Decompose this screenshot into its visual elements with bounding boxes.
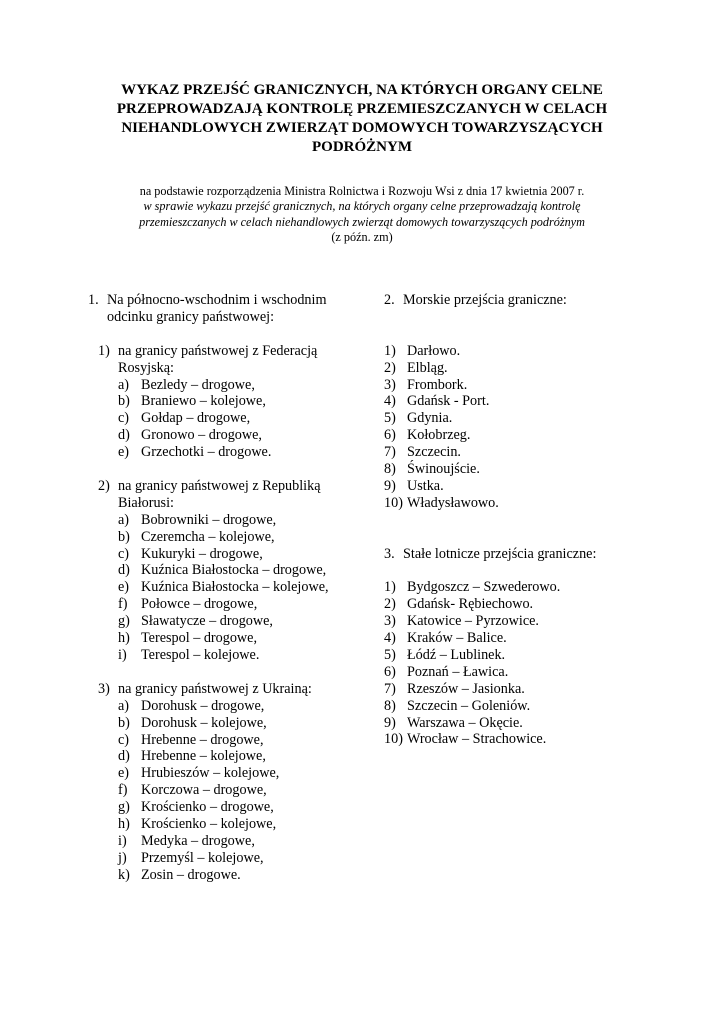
item-letter: f) — [118, 596, 128, 613]
list-item — [118, 512, 368, 529]
list-item — [118, 630, 368, 647]
crossing-list — [384, 343, 624, 512]
list-item — [118, 562, 368, 579]
item-text: Darłowo. — [407, 342, 461, 359]
item-text: Poznań – Ławica. — [407, 663, 509, 680]
item-text: Władysławowo. — [407, 494, 499, 511]
item-letter: b) — [118, 528, 130, 545]
item-letter: a) — [118, 376, 130, 393]
list-item — [118, 765, 368, 782]
item-letter: c) — [118, 731, 130, 748]
item-number: 5) — [384, 646, 396, 663]
item-letter: b) — [118, 714, 130, 731]
title-line: NIEHANDLOWYCH ZWIERZĄT DOMOWYCH TOWARZYSZĄCYCH — [121, 120, 603, 136]
section-title: Stałe lotnicze przejścia graniczne: — [403, 545, 597, 562]
item-letter: f) — [118, 782, 128, 799]
item-number: 6) — [384, 663, 396, 680]
list-item — [118, 698, 368, 715]
item-text: Ustka. — [407, 477, 444, 494]
subsection-number: 2) — [98, 477, 110, 494]
document-title — [100, 81, 624, 157]
item-text: Grzechotki – drogowe. — [141, 444, 272, 461]
item-letter: g) — [118, 799, 130, 816]
section-number: 1. — [88, 292, 99, 308]
section-title: Na północno-wschodnim i wschodnim odcinku granicy państwowej: — [107, 292, 327, 325]
title-line: PRZEPROWADZAJĄ KONTROLĘ PRZEMIESZCZANYCH W CELACH — [116, 101, 608, 117]
item-letter: d) — [118, 562, 130, 579]
item-number: 7) — [384, 444, 396, 461]
subsection-title: na granicy państwowej z Republiką Białorusi: — [118, 477, 321, 511]
list-item — [384, 410, 624, 427]
section-sea-crossings — [384, 292, 624, 512]
item-text: Bydgoszcz – Szwederowo. — [407, 579, 561, 596]
item-number: 1) — [384, 579, 396, 596]
right-column — [384, 292, 624, 748]
list-item — [118, 799, 368, 816]
list-item — [384, 444, 624, 461]
amendments-note: (z późn. zm) — [331, 230, 393, 245]
item-text: Hrebenne – drogowe, — [141, 731, 264, 748]
item-text: Wrocław – Strachowice. — [407, 731, 547, 748]
crossing-list — [118, 698, 368, 884]
subsection-title: na granicy państwowej z Ukrainą: — [118, 680, 312, 697]
item-text: Dorohusk – drogowe, — [141, 697, 265, 714]
item-letter: a) — [118, 697, 130, 714]
subsection-ukraine — [98, 681, 368, 884]
item-text: Połowce – drogowe, — [141, 596, 258, 613]
item-number: 4) — [384, 630, 396, 647]
list-item — [384, 478, 624, 495]
item-text: Krościenko – kolejowe, — [141, 816, 277, 833]
item-text: Czeremcha – kolejowe, — [141, 528, 275, 545]
section-heading — [88, 292, 368, 326]
item-text: Krościenko – drogowe, — [141, 799, 274, 816]
list-item — [384, 647, 624, 664]
subsection-heading — [98, 343, 368, 377]
title-line: PODRÓŻNYM — [312, 139, 412, 155]
item-text: Bobrowniki – drogowe, — [141, 511, 277, 528]
item-text: Kukuryki – drogowe, — [141, 545, 263, 562]
legal-basis-line: na podstawie rozporządzenia Ministra Rolnictwa i Rozwoju Wsi z dnia 17 kwietnia 2007 r. — [139, 184, 585, 198]
list-item — [384, 698, 624, 715]
subsection-russia — [98, 343, 368, 461]
regulation-title-line: w sprawie wykazu przejść granicznych, na których organy celne przeprowadzają kontrolę — [143, 199, 581, 214]
list-item — [118, 833, 368, 850]
title-line: WYKAZ PRZEJŚĆ GRANICZNYCH, NA KTÓRYCH ORGANY CELNE — [121, 82, 603, 98]
item-letter: i) — [118, 832, 127, 849]
list-item — [384, 343, 624, 360]
list-item — [384, 393, 624, 410]
subsection-number: 1) — [98, 342, 110, 359]
item-number: 8) — [384, 461, 396, 478]
list-item — [118, 816, 368, 833]
item-text: Korczowa – drogowe, — [141, 782, 267, 799]
item-text: Frombork. — [407, 376, 468, 393]
item-text: Zosin – drogowe. — [141, 866, 241, 883]
list-item — [384, 630, 624, 647]
item-text: Gdańsk - Port. — [407, 393, 490, 410]
list-item — [384, 664, 624, 681]
item-text: Przemyśl – kolejowe, — [141, 849, 264, 866]
section-heading — [384, 546, 624, 563]
section-number: 2. — [384, 292, 395, 308]
list-item — [118, 613, 368, 630]
list-item — [118, 647, 368, 664]
list-item — [384, 461, 624, 478]
section-airport-crossings — [384, 546, 624, 749]
subsection-belarus — [98, 478, 368, 664]
list-item — [118, 444, 368, 461]
crossing-list — [384, 579, 624, 748]
item-text: Warszawa – Okęcie. — [407, 714, 523, 731]
regulation-title-line: przemieszczanych w celach niehandlowych zwierząt domowych towarzyszących podróżnym — [139, 214, 585, 229]
list-item — [384, 596, 624, 613]
item-text: Kołobrzeg. — [407, 427, 471, 444]
list-item — [384, 427, 624, 444]
list-item — [118, 427, 368, 444]
list-item — [118, 782, 368, 799]
item-number: 1) — [384, 342, 396, 359]
item-number: 6) — [384, 427, 396, 444]
subsection-title: na granicy państwowej z Federacją Rosyjską: — [118, 342, 318, 376]
item-text: Terespol – drogowe, — [141, 630, 258, 647]
item-letter: d) — [118, 748, 130, 765]
item-number: 3) — [384, 376, 396, 393]
list-item — [384, 731, 624, 748]
section-number: 3. — [384, 545, 395, 562]
section-title: Morskie przejścia graniczne: — [403, 292, 567, 308]
item-letter: d) — [118, 427, 130, 444]
item-text: Kraków – Balice. — [407, 630, 507, 647]
item-letter: b) — [118, 393, 130, 410]
item-text: Braniewo – kolejowe, — [141, 393, 266, 410]
item-letter: h) — [118, 630, 130, 647]
item-text: Kuźnica Białostocka – drogowe, — [141, 562, 327, 579]
item-text: Łódź – Lublinek. — [407, 646, 506, 663]
item-text: Gronowo – drogowe, — [141, 427, 262, 444]
item-number: 10) — [384, 731, 403, 748]
item-text: Sławatycze – drogowe, — [141, 613, 273, 630]
item-number: 7) — [384, 680, 396, 697]
item-text: Dorohusk – kolejowe, — [141, 714, 267, 731]
list-item — [384, 613, 624, 630]
item-letter: e) — [118, 765, 130, 782]
item-letter: i) — [118, 647, 127, 663]
list-item — [118, 715, 368, 732]
item-number: 4) — [384, 393, 396, 410]
list-item — [118, 596, 368, 613]
list-item — [384, 495, 624, 512]
list-item — [118, 410, 368, 427]
list-item — [118, 393, 368, 410]
item-text: Świnoujście. — [407, 461, 480, 478]
item-text: Rzeszów – Jasionka. — [407, 680, 525, 697]
list-item — [118, 529, 368, 546]
item-text: Hrebenne – kolejowe, — [141, 748, 266, 765]
subsection-heading — [98, 681, 368, 698]
item-number: 2) — [384, 596, 396, 613]
item-letter: a) — [118, 511, 130, 528]
item-text: Szczecin – Goleniów. — [407, 697, 531, 714]
item-text: Szczecin. — [407, 444, 461, 461]
item-letter: c) — [118, 545, 130, 562]
legal-basis — [100, 184, 624, 246]
list-item — [384, 377, 624, 394]
item-number: 8) — [384, 697, 396, 714]
item-text: Hrubieszów – kolejowe, — [141, 765, 280, 782]
list-item — [384, 681, 624, 698]
item-letter: j) — [118, 849, 127, 866]
crossing-list — [118, 512, 368, 664]
item-letter: h) — [118, 816, 130, 833]
item-text: Bezledy – drogowe, — [141, 376, 255, 393]
item-text: Gołdap – drogowe, — [141, 410, 251, 427]
item-text: Medyka – drogowe, — [141, 832, 255, 849]
item-text: Kuźnica Białostocka – kolejowe, — [141, 579, 329, 596]
item-number: 9) — [384, 477, 396, 494]
item-letter: e) — [118, 444, 130, 461]
item-number: 5) — [384, 410, 396, 427]
list-item — [384, 579, 624, 596]
list-item — [384, 715, 624, 732]
item-text: Elbląg. — [407, 359, 448, 376]
item-text: Gdańsk- Rębiechowo. — [407, 596, 534, 613]
list-item — [118, 850, 368, 867]
item-text: Katowice – Pyrzowice. — [407, 613, 539, 630]
item-text: Gdynia. — [407, 410, 453, 427]
list-item — [118, 579, 368, 596]
crossing-list — [118, 377, 368, 462]
item-number: 2) — [384, 359, 396, 376]
item-letter: k) — [118, 866, 130, 883]
list-item — [118, 732, 368, 749]
list-item — [118, 867, 368, 884]
item-text: Terespol – kolejowe. — [141, 647, 260, 663]
item-number: 3) — [384, 613, 396, 630]
item-number: 10) — [384, 494, 403, 511]
item-number: 9) — [384, 714, 396, 731]
list-item — [384, 360, 624, 377]
list-item — [118, 748, 368, 765]
subsection-heading — [98, 478, 368, 512]
section-land-borders — [88, 292, 368, 884]
item-letter: g) — [118, 613, 130, 630]
section-heading — [384, 292, 624, 309]
list-item — [118, 377, 368, 394]
item-letter: c) — [118, 410, 130, 427]
subsection-number: 3) — [98, 680, 110, 697]
item-letter: e) — [118, 579, 130, 596]
list-item — [118, 546, 368, 563]
